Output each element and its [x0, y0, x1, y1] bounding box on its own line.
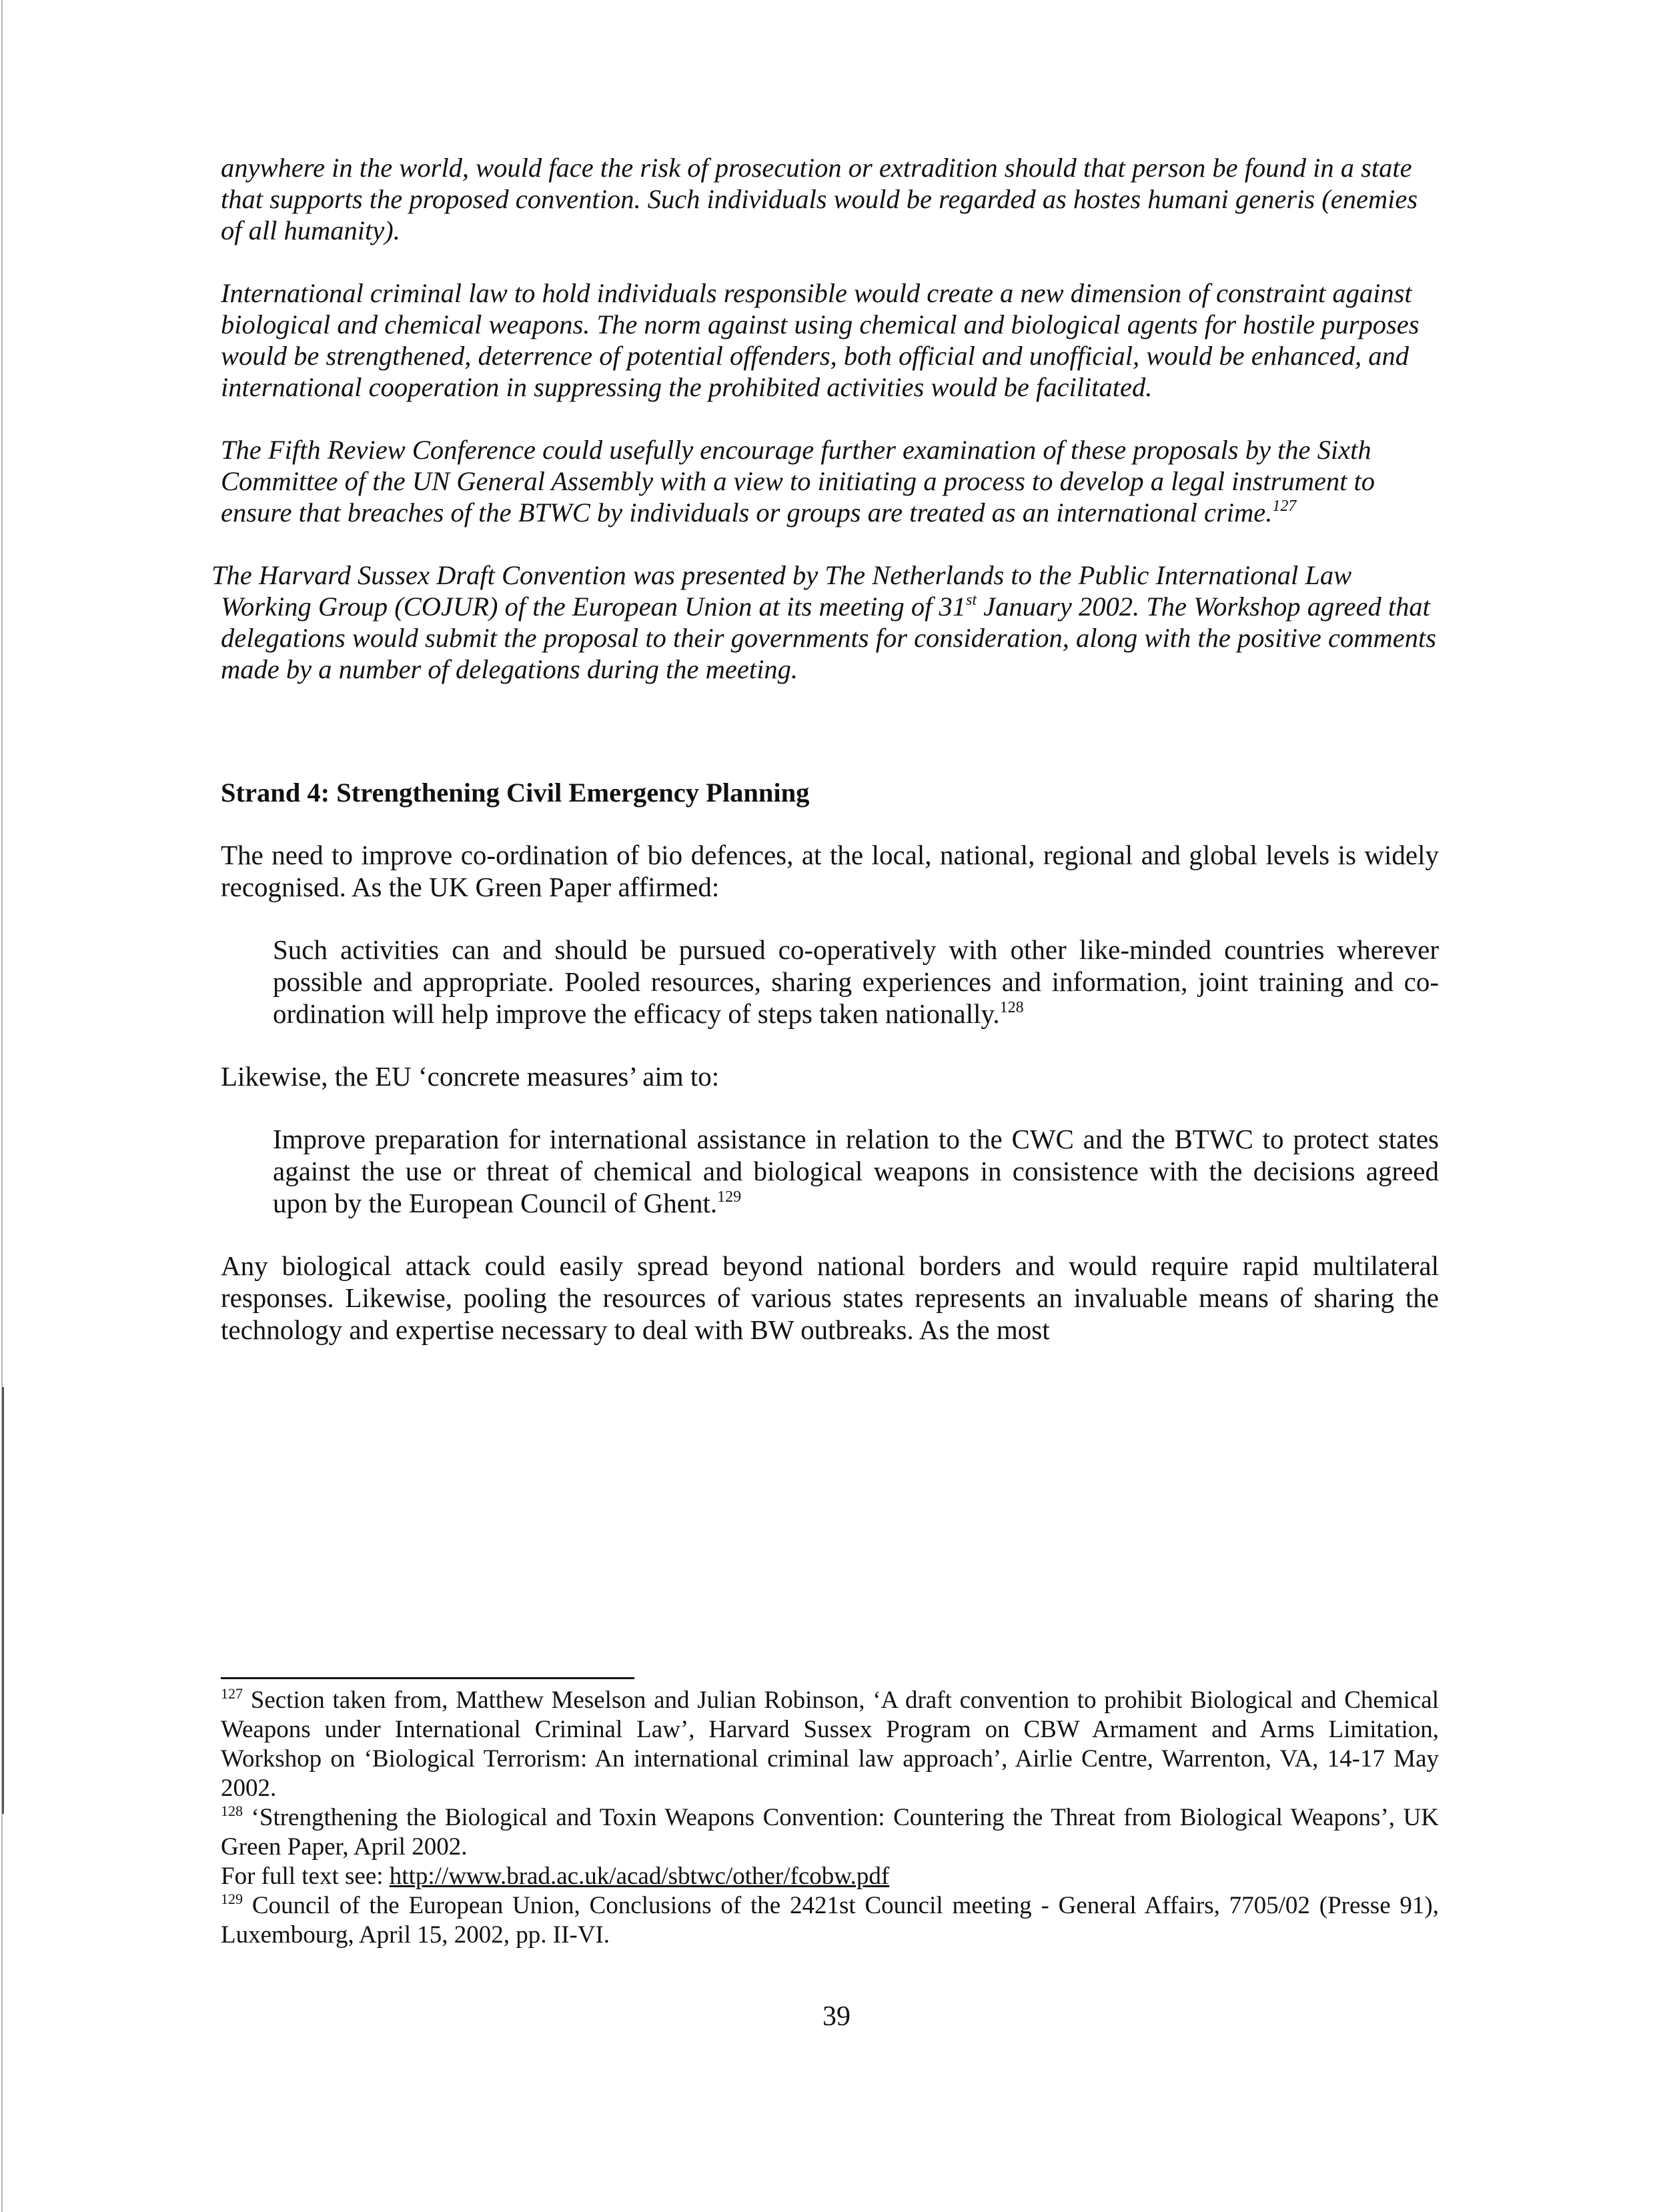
footnote-text: Council of the European Union, Conclusions of the 2421st Council meeting - General Affairs, 7705/02 (Presse 91), Luxembourg, April 15, 2002, pp. II-VI.: [221, 1892, 1439, 1949]
italic-paragraph-text: The Fifth Review Conference could usefully encourage further examination of these proposals by the Sixth Committee of the UN General Assembly with a view to initiating a process to develop a legal instrument to ensure that breaches of the BTWC by individuals or groups are treated as an international crime.: [221, 435, 1375, 527]
footnote-fulltext: [221, 1862, 1439, 1891]
page-content: [211, 152, 1439, 1346]
italic-paragraph-harvard: [211, 560, 1439, 685]
footnote-number: 129: [221, 1891, 243, 1907]
footnote-128: [221, 1803, 1439, 1862]
body-paragraph-2: Likewise, the EU ‘concrete measures’ aim to:: [221, 1061, 720, 1092]
footnote-divider: [221, 1677, 634, 1679]
section-heading: Strand 4: Strengthening Civil Emergency Planning: [221, 778, 810, 808]
footnote-ref-128[interactable]: 128: [999, 999, 1024, 1016]
footnote-129: [221, 1891, 1439, 1950]
harvard-text-part1: The Harvard Sussex Draft Convention was presented by The Netherlands to the Public International Law Working Group (COJUR) of the European Union at its meeting of 31: [211, 560, 1352, 622]
italic-paragraph-1: [221, 152, 1439, 246]
fulltext-prefix: For full text see:: [221, 1863, 390, 1890]
quote-text: Improve preparation for international assistance in relation to the CWC and the BTWC to protect states against the use or threat of chemical and biological weapons in consistence with the decisions agreed upon by the European Council of Ghent.: [273, 1124, 1439, 1218]
page-left-edge-shadow: [2, 1387, 4, 1814]
ordinal-suffix: st: [966, 592, 977, 609]
fulltext-link[interactable]: http://www.brad.ac.uk/acad/sbtwc/other/fcobw.pdf: [389, 1863, 890, 1890]
italic-paragraph-3: [221, 434, 1439, 528]
quote-text: Such activities can and should be pursued co-operatively with other like-minded countries wherever possible and appropriate. Pooled resources, sharing experiences and information, joint training and co-ordination will help improve the efficacy of steps taken nationally.: [273, 934, 1439, 1029]
italic-paragraph-2: [221, 277, 1439, 403]
footnote-text: Section taken from, Matthew Meselson and Julian Robinson, ‘A draft convention to prohibit Biological and Chemical Weapons under International Criminal Law’, Harvard Sussex Program on CBW Armament and Arms Limitation, Workshop on ‘Biological Terrorism: An international criminal law approach’, Airlie Centre, Warrenton, VA, 14-17 May 2002.: [221, 1687, 1439, 1802]
page-number: 39: [822, 2001, 851, 2032]
harvard-text-part2: January 2002. The Workshop agreed that delegations would submit the proposal to their governments for consideration, along with the positive comments made by a number of delegations during the meeting.: [221, 592, 1436, 684]
italic-paragraph-text: International criminal law to hold individuals responsible would create a new dimension of constraint against biological and chemical weapons. The norm against using chemical and biological agents for hostile purposes would be strengthened, deterrence of potential offenders, both official and unofficial, would be enhanced, and international cooperation in suppressing the prohibited activities would be facilitated.: [221, 278, 1420, 402]
block-quote-2: [273, 1123, 1439, 1219]
footnote-text: ‘Strengthening the Biological and Toxin Weapons Convention: Countering the Threat from Biological Weapons’, UK Green Paper, April 2002.: [221, 1804, 1439, 1861]
footnote-number: 127: [221, 1685, 243, 1702]
italic-paragraph-text: anywhere in the world, would face the risk of prosecution or extradition should that person be found in a state that supports the proposed convention. Such individuals would be regarded as hostes humani generis (enemies of all humanity).: [221, 153, 1418, 245]
footnote-number: 128: [221, 1803, 243, 1819]
body-paragraph-1: The need to improve co-ordination of bio defences, at the local, national, regional and global levels is widely recognised. As the UK Green Paper affirmed:: [221, 840, 1439, 902]
footnote-ref-129[interactable]: 129: [717, 1188, 742, 1206]
footnote-127: [221, 1686, 1439, 1803]
footnote-ref-127[interactable]: 127: [1272, 497, 1297, 515]
page-left-edge: [1, 0, 3, 2212]
footnotes: [221, 1677, 1439, 1950]
body-paragraph-3: Any biological attack could easily spread beyond national borders and would require rapid multilateral responses. Likewise, pooling the resources of various states represents an invaluable means of sharing the technology and expertise necessary to deal with BW outbreaks. As the most: [221, 1250, 1439, 1345]
block-quote-1: [273, 934, 1439, 1030]
